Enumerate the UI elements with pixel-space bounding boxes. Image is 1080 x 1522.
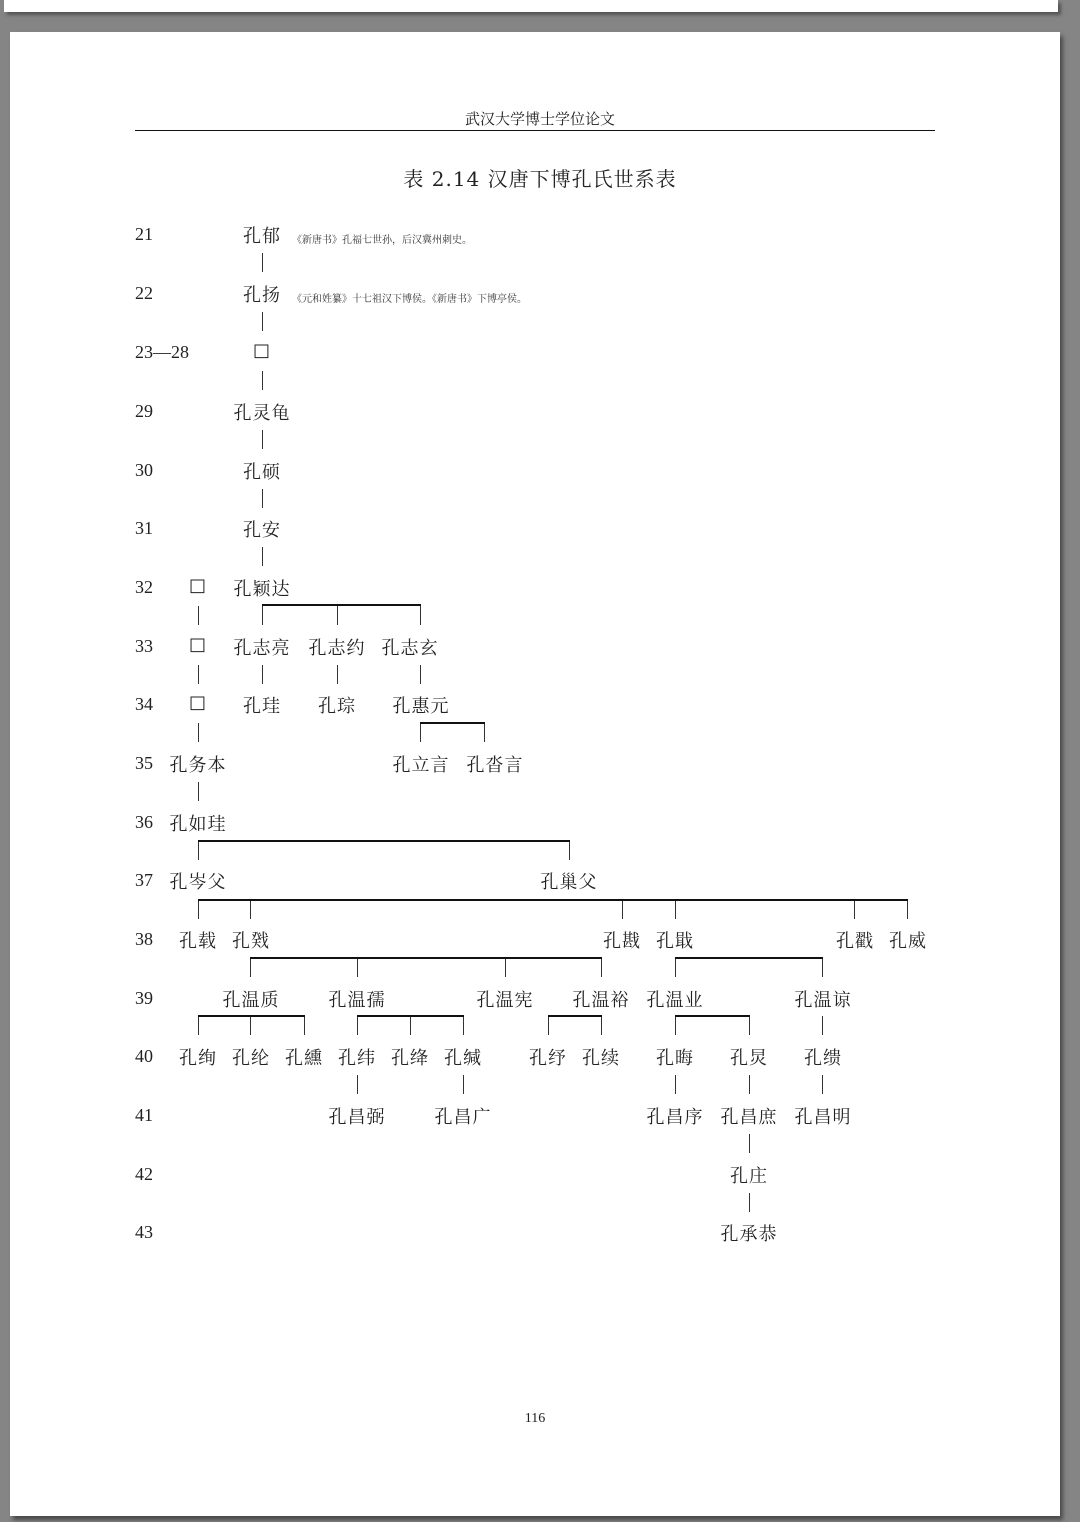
vertical-connector <box>304 1016 305 1035</box>
sibling-bracket <box>198 1015 305 1017</box>
sibling-bracket <box>675 957 823 959</box>
person-name: 孔如珪 <box>169 814 227 835</box>
vertical-connector <box>262 371 263 390</box>
generation-label: 43 <box>135 1222 153 1242</box>
sibling-bracket <box>420 722 485 724</box>
table-title: 表 2.14 汉唐下博孔氏世系表 <box>403 167 677 191</box>
person-name: 孔载 <box>179 931 217 952</box>
vertical-connector <box>749 1016 750 1035</box>
person-name: 孔昌序 <box>646 1107 704 1128</box>
person-note: 《元和姓纂》十七祖汉下博侯。《新唐书》下博亭侯。 <box>292 294 527 305</box>
vertical-connector <box>505 958 506 977</box>
vertical-connector <box>198 782 199 801</box>
generation-label: 29 <box>135 401 153 421</box>
vertical-connector <box>675 1016 676 1035</box>
person-name: 孔昌明 <box>794 1107 852 1128</box>
person-name: 孔志约 <box>308 638 366 659</box>
vertical-connector <box>357 1016 358 1035</box>
vertical-connector <box>198 900 199 919</box>
unknown-person-box: □ <box>188 575 208 596</box>
vertical-connector <box>484 723 485 742</box>
generation-label: 21 <box>135 224 153 244</box>
sibling-bracket <box>198 840 570 842</box>
person-name: 孔庄 <box>730 1166 768 1187</box>
person-name: 孔纁 <box>285 1048 323 1069</box>
person-name: 孔温谅 <box>794 990 852 1011</box>
vertical-connector <box>822 958 823 977</box>
person-name: 孔志亮 <box>233 638 291 659</box>
vertical-connector <box>250 958 251 977</box>
vertical-connector <box>262 253 263 272</box>
person-name: 孔郁 <box>243 226 281 247</box>
generation-label: 40 <box>135 1046 153 1066</box>
person-name: 孔安 <box>243 520 281 541</box>
generation-label: 33 <box>135 636 153 656</box>
vertical-connector <box>410 1016 411 1035</box>
person-name: 孔温质 <box>222 990 280 1011</box>
person-name: 孔缋 <box>804 1048 842 1069</box>
vertical-connector <box>262 547 263 566</box>
vertical-connector <box>337 606 338 625</box>
person-name: 孔昌广 <box>434 1107 492 1128</box>
person-note: 《新唐书》孔福七世孙，后汉冀州刺史。 <box>292 235 472 246</box>
vertical-connector <box>822 1016 823 1035</box>
person-name: 孔珪 <box>243 696 281 717</box>
generation-label: 34 <box>135 694 153 714</box>
vertical-connector <box>420 606 421 625</box>
person-name: 孔炅 <box>730 1048 768 1069</box>
vertical-connector <box>749 1193 750 1212</box>
vertical-connector <box>854 900 855 919</box>
vertical-connector <box>463 1075 464 1094</box>
vertical-connector <box>463 1016 464 1035</box>
generation-label: 31 <box>135 518 153 538</box>
person-name: 孔务本 <box>169 755 227 776</box>
person-name: 孔纶 <box>232 1048 270 1069</box>
vertical-connector <box>250 1016 251 1035</box>
vertical-connector <box>601 1016 602 1035</box>
vertical-connector <box>198 606 199 625</box>
sibling-bracket <box>548 1015 602 1017</box>
page-number: 116 <box>524 1411 546 1426</box>
vertical-connector <box>675 958 676 977</box>
sibling-bracket <box>198 899 908 901</box>
vertical-connector <box>749 1075 750 1094</box>
person-name: 孔颖达 <box>233 579 291 600</box>
person-name: 孔温孺 <box>328 990 386 1011</box>
person-name: 孔威 <box>889 931 927 952</box>
person-name: 孔灵龟 <box>233 403 291 424</box>
vertical-connector <box>622 900 623 919</box>
header-rule <box>135 130 935 131</box>
sibling-bracket <box>675 1015 750 1017</box>
vertical-connector <box>262 665 263 684</box>
running-header: 武汉大学博士学位论文 <box>464 110 615 128</box>
person-name: 孔续 <box>582 1048 620 1069</box>
vertical-connector <box>198 1016 199 1035</box>
person-name: 孔巢父 <box>540 872 598 893</box>
person-name: 孔晦 <box>656 1048 694 1069</box>
person-name: 孔戣 <box>232 931 270 952</box>
generation-label: 30 <box>135 460 153 480</box>
sibling-bracket <box>357 1015 464 1017</box>
vertical-connector <box>337 665 338 684</box>
vertical-connector <box>262 312 263 331</box>
person-name: 孔琮 <box>318 696 356 717</box>
person-name: 孔温业 <box>646 990 704 1011</box>
generation-label: 41 <box>135 1105 153 1125</box>
person-name: 孔绚 <box>179 1048 217 1069</box>
person-name: 孔扬 <box>243 285 281 306</box>
sibling-bracket <box>262 604 421 606</box>
generation-label: 35 <box>135 753 153 773</box>
vertical-connector <box>601 958 602 977</box>
generation-label: 23—28 <box>135 342 189 362</box>
generation-label: 36 <box>135 812 153 832</box>
person-name: 孔温宪 <box>476 990 534 1011</box>
person-name: 孔志玄 <box>381 638 439 659</box>
person-name: 孔昌弼 <box>328 1107 386 1128</box>
unknown-person-box: □ <box>252 340 272 361</box>
person-name: 孔纾 <box>529 1048 567 1069</box>
vertical-connector <box>420 723 421 742</box>
person-name: 孔戢 <box>656 931 694 952</box>
vertical-connector <box>357 958 358 977</box>
vertical-connector <box>262 489 263 508</box>
generation-label: 42 <box>135 1164 153 1184</box>
person-name: 孔戳 <box>836 931 874 952</box>
generation-label: 37 <box>135 870 153 890</box>
person-name: 孔沓言 <box>466 755 524 776</box>
person-name: 孔缄 <box>444 1048 482 1069</box>
vertical-connector <box>420 665 421 684</box>
generation-label: 32 <box>135 577 153 597</box>
person-name: 孔绛 <box>391 1048 429 1069</box>
document-page <box>10 32 1060 1516</box>
vertical-connector <box>198 665 199 684</box>
person-name: 孔温裕 <box>572 990 630 1011</box>
vertical-connector <box>907 900 908 919</box>
vertical-connector <box>250 900 251 919</box>
unknown-person-box: □ <box>188 634 208 655</box>
vertical-connector <box>198 723 199 742</box>
person-name: 孔昌庶 <box>720 1107 778 1128</box>
person-name: 孔戡 <box>603 931 641 952</box>
person-name: 孔惠元 <box>392 696 450 717</box>
person-name: 孔硕 <box>243 462 281 483</box>
vertical-connector <box>749 1134 750 1153</box>
vertical-connector <box>548 1016 549 1035</box>
person-name: 孔承恭 <box>720 1224 778 1245</box>
previous-page-edge <box>4 0 1058 12</box>
generation-label: 38 <box>135 929 153 949</box>
vertical-connector <box>569 841 570 860</box>
vertical-connector <box>262 606 263 625</box>
vertical-connector <box>675 900 676 919</box>
person-name: 孔纬 <box>338 1048 376 1069</box>
unknown-person-box: □ <box>188 692 208 713</box>
vertical-connector <box>262 430 263 449</box>
person-name: 孔立言 <box>392 755 450 776</box>
vertical-connector <box>675 1075 676 1094</box>
vertical-connector <box>822 1075 823 1094</box>
generation-label: 39 <box>135 988 153 1008</box>
person-name: 孔岑父 <box>169 872 227 893</box>
generation-label: 22 <box>135 283 153 303</box>
vertical-connector <box>198 841 199 860</box>
vertical-connector <box>357 1075 358 1094</box>
sibling-bracket <box>250 957 602 959</box>
